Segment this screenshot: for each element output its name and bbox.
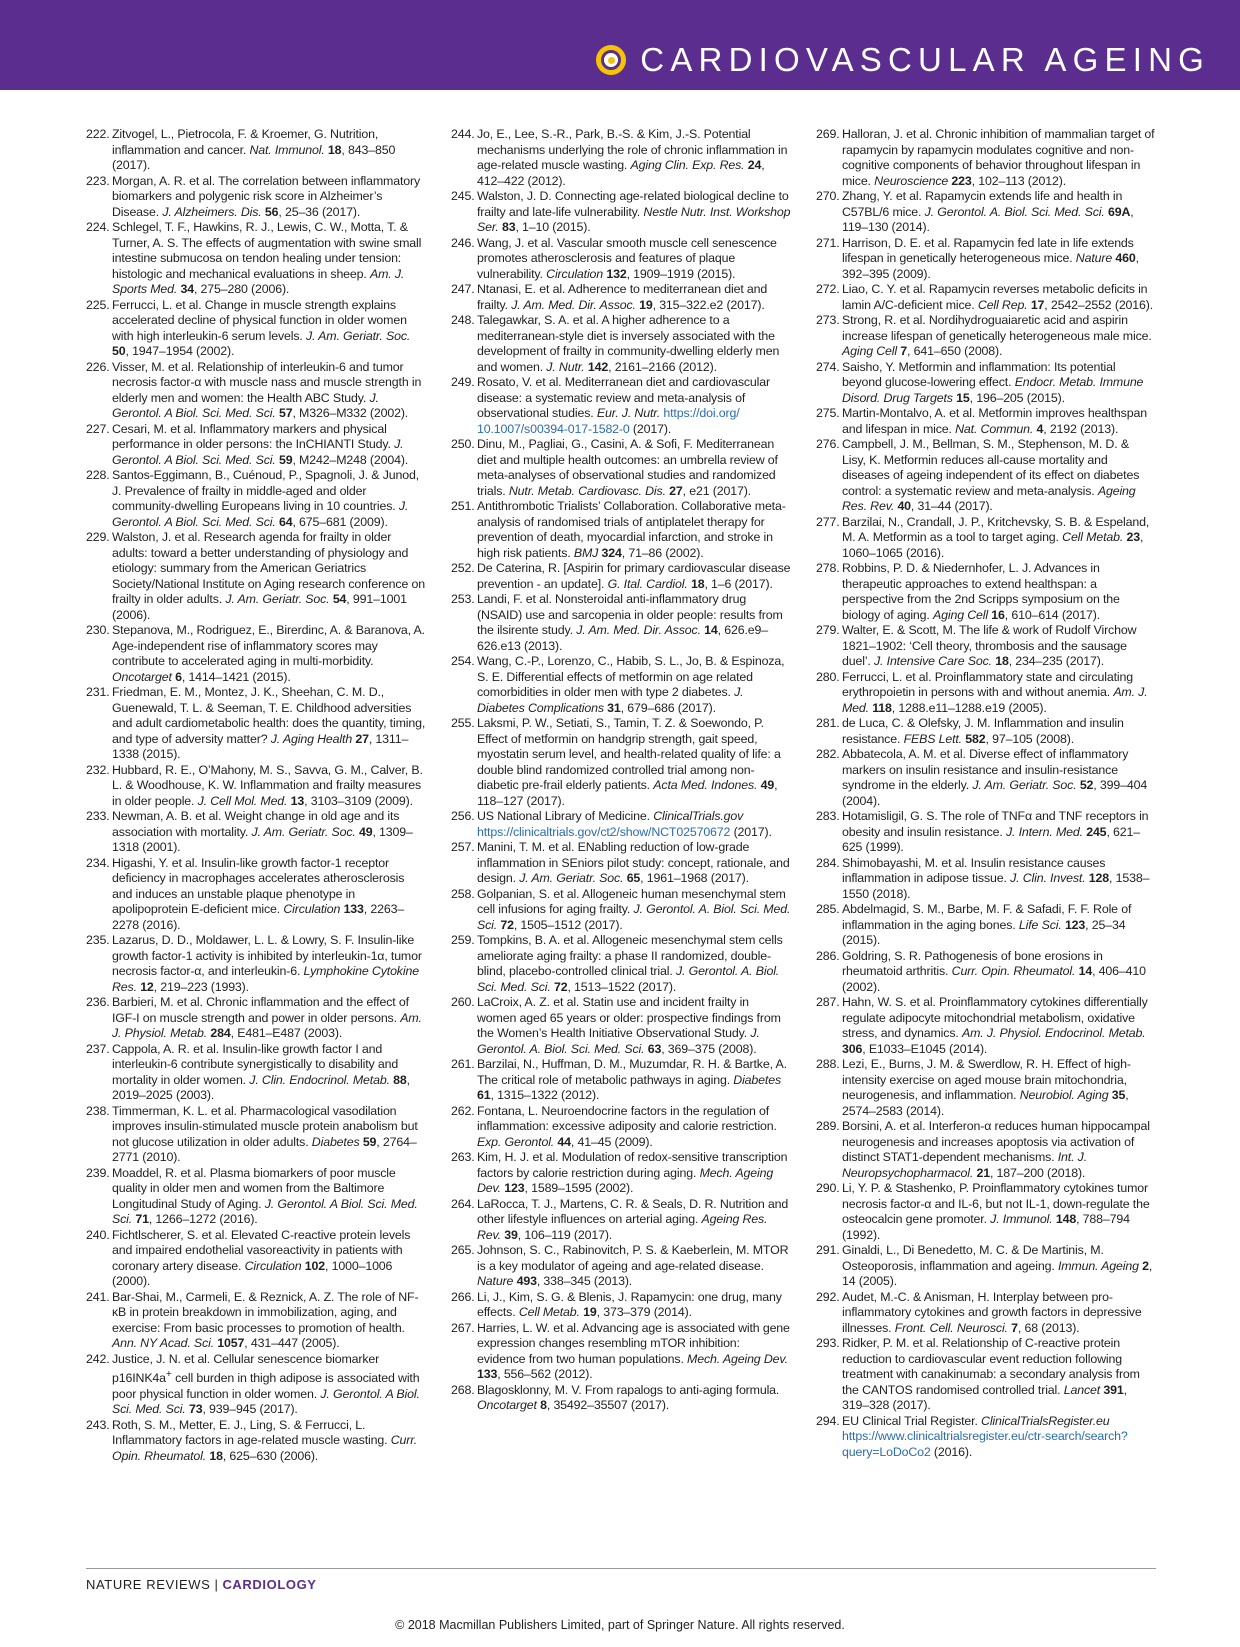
section-banner [0, 0, 1240, 90]
reference-number: 274. [816, 359, 840, 374]
reference-text: Li, Y. P. & Stashenko, P. Proinflammatory cytokines tumor necrosis factor-α and IL-6, but not IL-1, down-regulate the osteocalcin gene promoter. J. Immunol. 148, 788–794 (1992). [842, 1181, 1150, 1242]
reference-number: 239. [86, 1165, 110, 1180]
reference-text: Strong, R. et al. Nordihydroguaiaretic acid and aspirin increase lifespan of genetically heterogeneous male mice. Aging Cell 7, 641–650 (2008). [842, 313, 1152, 358]
reference-text: Visser, M. et al. Relationship of interleukin-6 and tumor necrosis factor-α with muscle nass and muscle strength in elderly men and women: the Health ABC Study. J. Gerontol. A Biol. Sci. Med. Sci. 57, M326–M332 (2002). [112, 359, 422, 420]
reference-item [451, 995, 791, 1057]
reference-item [86, 1166, 426, 1228]
reference-item [86, 360, 426, 422]
reference-item [451, 236, 791, 283]
reference-number: 252. [451, 561, 475, 575]
reference-text: Wang, C.-P., Lorenzo, C., Habib, S. L., Jo, B. & Espinoza, S. E. Differential effects of metformin on age related comorbidities in older men with type 2 diabetes. J. Diabetes Complications 31, 679–686 (2017). [477, 654, 785, 715]
reference-text: Golpanian, S. et al. Allogeneic human mesenchymal stem cell infusions for aging frailty. J. Gerontol. A. Biol. Sci. Med. Sci. 72, 1505–1512 (2017). [477, 886, 791, 932]
reference-text: LaCroix, A. Z. et al. Statin use and incident frailty in women aged 65 years or older: prospective findings from the Women’s Health Initiative Observational Study. J. Gerontol. A. Biol. Sci. Med. Sci. 63, 369–375 (2008). [477, 995, 781, 1056]
reference-number: 288. [816, 1057, 840, 1071]
reference-item [86, 623, 426, 685]
reference-item [816, 856, 1156, 903]
reference-number: 270. [816, 189, 840, 203]
reference-number: 236. [86, 995, 110, 1009]
reference-number: 263. [451, 1150, 475, 1164]
reference-item [451, 809, 791, 840]
reference-item [816, 1181, 1156, 1243]
reference-item [451, 1150, 791, 1197]
reference-number: 247. [451, 282, 475, 296]
reference-number: 294. [816, 1413, 840, 1428]
reference-text: Lazarus, D. D., Moldawer, L. L. & Lowry, S. F. Insulin-like growth factor-1 activity is inhibited by interleukin-1α, tumor necrosis factor-α, and interleukin-6. Lymphokine Cytokine Res. 12, 219–223 (1993). [112, 933, 422, 994]
reference-number: 272. [816, 282, 840, 296]
reference-number: 284. [816, 855, 840, 870]
reference-number: 226. [86, 359, 110, 374]
reference-text: Borsini, A. et al. Interferon-α reduces human hippocampal neurogenesis and increases apoptosis via activation of distinct STAT1-dependent mechanisms. Int. J. Neuropsychopharmacol. 21, 187–200 (2018). [842, 1119, 1150, 1180]
reference-text: Schlegel, T. F., Hawkins, R. J., Lewis, C. W., Motta, T. & Turner, A. S. The effects of augmentation with swine small intestine submucosa on tendon healing under tension: histologic and mechanical evaluations in sheep. Am. J. Sports Med. 34, 275–280 (2006). [112, 220, 422, 296]
reference-number: 242. [86, 1351, 110, 1366]
reference-text: Ridker, P. M. et al. Relationship of C-reactive protein reduction to cardiovascular event reduction following treatment with canakinumab: a secondary analysis from the CANTOS randomised controlled trial. Lancet 391, 319–328 (2017). [842, 1336, 1140, 1412]
reference-text: Cappola, A. R. et al. Insulin-like growth factor I and interleukin-6 contribute synergistically to disability and mortality in older women. J. Clin. Endocrinol. Metab. 88, 2019–2025 (2003). [112, 1041, 410, 1102]
reference-number: 241. [86, 1289, 110, 1304]
reference-item [86, 995, 426, 1042]
reference-text: Roth, S. M., Metter, E. J., Ling, S. & Ferrucci, L. Inflammatory factors in age-related muscle wasting. Curr. Opin. Rheumatol. 18, 625–630 (2006). [112, 1417, 418, 1463]
reference-item [86, 422, 426, 469]
reference-text: Abbatecola, A. M. et al. Diverse effect of inflammatory markers on insulin resistance and insulin-resistance syndrome in the elderly. J. Am. Geriatr. Soc. 52, 399–404 (2004). [842, 747, 1148, 808]
reference-text: Fontana, L. Neuroendocrine factors in the regulation of inflammation: excessive adiposity and calorie restriction. Exp. Gerontol. 44, 41–45 (2009). [477, 1103, 777, 1149]
reference-number: 280. [816, 669, 840, 684]
reference-number: 259. [451, 933, 475, 947]
reference-text: Santos-Eggimann, B., Cuénoud, P., Spagnoli, J. & Junod, J. Prevalence of frailty in middle-aged and older community-dwelling Europeans living in 10 countries. J. Gerontol. A Biol. Sci. Med. Sci. 64, 675–681 (2009). [112, 468, 419, 529]
reference-number: 229. [86, 530, 110, 544]
reference-text: Laksmi, P. W., Setiati, S., Tamin, T. Z. & Soewondo, P. Effect of metformin on handgrip strength, gait speed, myostatin serum level, and health-related quality of life: a double blind randomized controlled trial among non-diabetic pre-frail elderly patients. Acta Med. Indones. 49, 118–127 (2017). [477, 716, 781, 808]
reference-number: 246. [451, 235, 475, 250]
reference-item [816, 189, 1156, 236]
reference-number: 267. [451, 1320, 475, 1335]
reference-number: 289. [816, 1119, 840, 1133]
reference-number: 262. [451, 1103, 475, 1118]
reference-item [451, 437, 791, 499]
reference-item [451, 127, 791, 189]
reference-item [86, 220, 426, 298]
reference-text: Wang, J. et al. Vascular smooth muscle cell senescence promotes atherosclerosis and features of plaque vulnerability. Circulation 132, 1909–1919 (2015). [477, 235, 777, 281]
reference-number: 240. [86, 1227, 110, 1242]
reference-text: Barzilai, N., Huffman, D. M., Muzumdar, R. H. & Bartke, A. The critical role of metabolic pathways in aging. Diabetes 61, 1315–1322 (2012). [477, 1057, 787, 1102]
reference-item [816, 716, 1156, 747]
reference-item [816, 1336, 1156, 1414]
reference-number: 282. [816, 747, 840, 761]
reference-url-link[interactable]: https://doi.org/ 10.1007/s00394-017-1582-0 [477, 406, 740, 436]
reference-number: 276. [816, 437, 840, 451]
reference-text: Rosato, V. et al. Mediterranean diet and cardiovascular disease: a systematic review and meta-analysis of observational studies. Eur. J. Nutr. https://doi.org/ 10.1007/s00394-017-1582-0 (2017). [477, 375, 770, 436]
reference-text: Kim, H. J. et al. Modulation of redox-sensitive transcription factors by calorie restriction during aging. Mech. Ageing Dev. 123, 1589–1595 (2002). [477, 1150, 788, 1195]
reference-text: Abdelmagid, S. M., Barbe, M. F. & Safadi, F. F. Role of inflammation in the aging bones. Life Sci. 123, 25–34 (2015). [842, 902, 1132, 947]
reference-number: 269. [816, 127, 840, 141]
reference-number: 256. [451, 809, 475, 823]
journal-name: NATURE REVIEWS [86, 1577, 211, 1592]
reference-text: Ferrucci, L. et al. Change in muscle strength explains accelerated decline of physical function in older women with high interleukin-6 serum levels. J. Am. Geriatr. Soc. 50, 1947–1954 (2002). [112, 297, 411, 358]
reference-text: Lezi, E., Burns, J. M. & Swerdlow, R. H. Effect of high-intensity exercise on aged mouse brain mitochondria, neurogenesis, and inflammation. Neurobiol. Aging 35, 2574–2583 (2014). [842, 1057, 1131, 1118]
reference-item [816, 1290, 1156, 1337]
reference-item [86, 298, 426, 360]
reference-text: Landi, F. et al. Nonsteroidal anti-inflammatory drug (NSAID) use and sarcopenia in older people: results from the ilsirente study. J. Am. Med. Dir. Assoc. 14, 626.e9–626.e13 (2013). [477, 592, 783, 653]
reference-item [86, 763, 426, 810]
reference-item [86, 530, 426, 623]
reference-text: Morgan, A. R. et al. The correlation between inflammatory biomarkers and polygenic risk score in Alzheimer’s Disease. J. Alzheimers. Dis. 56, 25–36 (2017). [112, 173, 421, 219]
reference-number: 233. [86, 809, 110, 823]
reference-item [86, 1290, 426, 1352]
reference-item [816, 747, 1156, 809]
reference-item [816, 1057, 1156, 1119]
reference-text: De Caterina, R. [Aspirin for primary cardiovascular disease prevention - an update]. G. Ital. Cardiol. 18, 1–6 (2017). [477, 561, 791, 591]
reference-item [451, 1383, 791, 1414]
journal-footer [86, 1577, 317, 1593]
reference-item [816, 561, 1156, 623]
reference-item [451, 282, 791, 313]
reference-text: Timmerman, K. L. et al. Pharmacological vasodilation improves insulin-stimulated muscle protein anabolism but not glucose utilization in older adults. Diabetes 59, 2764–2771 (2010). [112, 1103, 418, 1164]
reference-item [816, 949, 1156, 996]
reference-item [816, 623, 1156, 670]
reference-item [816, 515, 1156, 562]
reference-text: Ginaldi, L., Di Benedetto, M. C. & De Martinis, M. Osteoporosis, inflammation and ageing. Immun. Ageing 2, 14 (2005). [842, 1243, 1153, 1288]
reference-text: Shimobayashi, M. et al. Insulin resistance causes inflammation in adipose tissue. J. Clin. Invest. 128, 1538–1550 (2018). [842, 855, 1150, 901]
reference-text: Hubbard, R. E., O’Mahony, M. S., Savva, G. M., Calver, B. L. & Woodhouse, K. W. Inflammation and frailty measures in older people. J. Cell Mol. Med. 13, 3103–3109 (2009). [112, 762, 423, 808]
reference-item [451, 1243, 791, 1290]
reference-number: 265. [451, 1243, 475, 1257]
footer-divider [86, 1568, 1156, 1569]
reference-item [816, 1414, 1156, 1461]
reference-item [451, 1057, 791, 1104]
reference-text: US National Library of Medicine. ClinicalTrials.gov https://clinicaltrials.gov/ct2/show/NCT02570672 (2017). [477, 809, 772, 839]
reference-text: Dinu, M., Pagliai, G., Casini, A. & Sofi, F. Mediterranean diet and multiple health outcomes: an umbrella review of meta-analyses of observational studies and randomized trials. Nutr. Metab. Cardiovasc. Dis. 27, e21 (2017). [477, 437, 778, 498]
reference-item [86, 1042, 426, 1104]
reference-item [86, 1352, 426, 1418]
reference-number: 225. [86, 297, 110, 312]
reference-number: 237. [86, 1041, 110, 1056]
reference-number: 228. [86, 468, 110, 482]
reference-text: Harrison, D. E. et al. Rapamycin fed late in life extends lifespan in genetically heterogeneous mice. Nature 460, 392–395 (2009). [842, 235, 1139, 281]
reference-number: 255. [451, 716, 475, 730]
reference-item [451, 654, 791, 716]
reference-item [816, 282, 1156, 313]
reference-item [816, 406, 1156, 437]
reference-text: Blagosklonny, M. V. From rapalogs to anti-aging formula. Oncotarget 8, 35492–35507 (2017). [477, 1382, 780, 1412]
reference-number: 266. [451, 1289, 475, 1304]
reference-text: Ferrucci, L. et al. Proinflammatory state and circulating erythropoietin in persons with and without anemia. Am. J. Med. 118, 1288.e11–1288.e19 (2005). [842, 669, 1148, 715]
reference-text: Fichtlscherer, S. et al. Elevated C-reactive protein levels and impaired endothelial vasoreactivity in patients with coronary artery disease. Circulation 102, 1000–1006 (2000). [112, 1227, 411, 1288]
reference-item [816, 1243, 1156, 1290]
reference-item [451, 933, 791, 995]
reference-number: 232. [86, 762, 110, 777]
reference-number: 222. [86, 127, 110, 141]
reference-text: Higashi, Y. et al. Insulin-like growth factor-1 receptor deficiency in macrophages accelerates atherosclerosis and induces an unstable plaque phenotype in apolipoprotein E-deficient mice. Circulation 133, 2263–2278 (2016). [112, 855, 405, 932]
reference-text: Walston, J. et al. Research agenda for frailty in older adults: toward a better understanding of physiology and etiology: summary from the American Geriatrics Society/National Institute on Aging research conference on frailty in older adults. J. Am. Geriatr. Soc. 54, 991–1001 (2006). [112, 530, 425, 622]
reference-text: Tompkins, B. A. et al. Allogeneic mesenchymal stem cells ameliorate aging frailty: a phase II randomized, double-blind, placebo-controlled clinical trial. J. Gerontol. A. Biol. Sci. Med. Sci. 72, 1513–1522 (2017). [477, 933, 783, 994]
reference-number: 279. [816, 623, 840, 637]
reference-item [86, 856, 426, 934]
reference-item [86, 685, 426, 763]
reference-number: 278. [816, 561, 840, 575]
reference-number: 275. [816, 406, 840, 420]
footer-separator: | [214, 1577, 219, 1592]
reference-text: EU Clinical Trial Register. ClinicalTrialsRegister.eu https://www.clinicaltrialsregister.eu/ctr-search/search? query=LoDoCo2 (2016). [842, 1413, 1128, 1459]
reference-item [816, 995, 1156, 1057]
journal-ring-icon [596, 45, 626, 75]
reference-text: Hotamisligil, G. S. The role of TNFα and TNF receptors in obesity and insulin resistance. J. Intern. Med. 245, 621–625 (1999). [842, 809, 1149, 854]
reference-column-2 [451, 127, 791, 1547]
reference-item [86, 127, 426, 174]
journal-section: CARDIOLOGY [222, 1577, 317, 1592]
reference-text: Friedman, E. M., Montez, J. K., Sheehan, C. M. D., Guenewald, T. L. & Seeman, T. E. Childhood adversities and adult cardiometabolic health: does the quantity, timing, and type of adversity matter? J. Aging Health 27, 1311–1338 (2015). [112, 685, 426, 761]
reference-url-link[interactable]: https://clinicaltrials.gov/ct2/show/NCT02570672 [477, 824, 731, 839]
reference-text: Zhang, Y. et al. Rapamycin extends life and health in C57BL/6 mice. J. Gerontol. A. Biol. Sci. Med. Sci. 69A, 119–130 (2014). [842, 189, 1134, 234]
reference-text: Antithrombotic Trialists’ Collaboration. Collaborative meta-analysis of randomised trials of antiplatelet therapy for prevention of death, myocardial infarction, and stroke in high risk patients. BMJ 324, 71–86 (2002). [477, 499, 786, 560]
reference-text: Robbins, P. D. & Niedernhofer, L. J. Advances in therapeutic approaches to extend healthspan: a perspective from the 2nd Scripps symposium on the biology of aging. Aging Cell 16, 610–614 (2017). [842, 561, 1120, 622]
reference-item [451, 375, 791, 437]
reference-text: Talegawkar, S. A. et al. A higher adherence to a mediterranean-style diet is inversely associated with the development of frailty in community-dwelling elderly men and women. J. Nutr. 142, 2161–2166 (2012). [477, 313, 780, 374]
reference-text: Martin-Montalvo, A. et al. Metformin improves healthspan and lifespan in mice. Nat. Commun. 4, 2192 (2013). [842, 406, 1147, 436]
reference-text: Walter, E. & Scott, M. The life & work of Rudolf Virchow 1821–1902: ‘Cell theory, thrombosis and the sausage duel’. J. Intensive Care Soc. 18, 234–235 (2017). [842, 623, 1137, 668]
reference-item [451, 887, 791, 934]
reference-number: 243. [86, 1417, 110, 1432]
reference-number: 286. [816, 948, 840, 963]
reference-number: 223. [86, 173, 110, 188]
reference-number: 258. [451, 886, 475, 901]
reference-item [86, 1104, 426, 1166]
reference-number: 291. [816, 1243, 840, 1257]
reference-number: 264. [451, 1196, 475, 1211]
reference-text: Harries, L. W. et al. Advancing age is associated with gene expression changes resembling mTOR inhibition: evidence from two human populations. Mech. Ageing Dev. 133, 556–562 (2012). [477, 1320, 790, 1381]
reference-columns [86, 127, 1156, 1547]
reference-number: 250. [451, 437, 475, 451]
reference-number: 287. [816, 995, 840, 1009]
reference-number: 277. [816, 514, 840, 529]
reference-item [451, 1290, 791, 1321]
reference-item [816, 236, 1156, 283]
reference-number: 257. [451, 840, 475, 854]
reference-item [816, 902, 1156, 949]
reference-text: Newman, A. B. et al. Weight change in old age and its association with mortality. J. Am. Geriatr. Soc. 49, 1309–1318 (2001). [112, 809, 413, 854]
reference-number: 238. [86, 1103, 110, 1118]
reference-item [451, 1104, 791, 1151]
reference-number: 281. [816, 716, 840, 730]
reference-number: 234. [86, 855, 110, 870]
reference-number: 268. [451, 1382, 475, 1397]
reference-item [816, 360, 1156, 407]
reference-item [86, 1418, 426, 1465]
reference-text: Manini, T. M. et al. ENabling reduction of low-grade inflammation in SEniors pilot study: concept, rationale, and design. J. Am. Geriatr. Soc. 65, 1961–1968 (2017). [477, 840, 790, 885]
reference-item [816, 809, 1156, 856]
reference-column-1 [86, 127, 426, 1547]
reference-item [451, 592, 791, 654]
reference-number: 235. [86, 933, 110, 947]
reference-number: 293. [816, 1336, 840, 1350]
reference-item [816, 313, 1156, 360]
reference-text: Campbell, J. M., Bellman, S. M., Stephenson, M. D. & Lisy, K. Metformin reduces all-cause mortality and diseases of ageing independent of its effect on diabetes control: a systematic review and meta-analysis. Ageing Res. Rev. 40, 31–44 (2017). [842, 437, 1140, 513]
reference-text: Cesari, M. et al. Inflammatory markers and physical performance in older persons: the InCHIANTI Study. J. Gerontol. A Biol. Sci. Med. Sci. 59, M242–M248 (2004). [112, 421, 409, 467]
reference-item [86, 1228, 426, 1290]
reference-text: de Luca, C. & Olefsky, J. M. Inflammation and insulin resistance. FEBS Lett. 582, 97–105 (2008). [842, 716, 1124, 746]
reference-url-link[interactable]: https://www.clinicaltrialsregister.eu/ctr-search/search? query=LoDoCo2 [842, 1429, 1128, 1459]
reference-number: 283. [816, 809, 840, 823]
reference-number: 249. [451, 375, 475, 389]
reference-item [451, 716, 791, 809]
journal-ring-icon-inner [601, 50, 621, 70]
reference-number: 224. [86, 220, 110, 234]
reference-item [451, 499, 791, 561]
reference-text: Johnson, S. C., Rabinovitch, P. S. & Kaeberlein, M. MTOR is a key modulator of ageing and age-related disease. Nature 493, 338–345 (2013). [477, 1243, 789, 1288]
reference-text: Hahn, W. S. et al. Proinflammatory cytokines differentially regulate adipocyte mitochondrial metabolism, oxidative stress, and dynamics. Am. J. Physiol. Endocrinol. Metab. 306, E1033–E1045 (2014). [842, 995, 1148, 1056]
reference-item [451, 1321, 791, 1383]
reference-item [451, 189, 791, 236]
reference-number: 260. [451, 995, 475, 1009]
section-title: CARDIOVASCULAR AGEING [640, 41, 1210, 78]
reference-text: Bar-Shai, M., Carmeli, E. & Reznick, A. Z. The role of NF-κB in protein breakdown in immobilization, aging, and exercise: From basic processes to promotion of health. Ann. NY Acad. Sci. 1057, 431–447 (2005). [112, 1289, 419, 1350]
reference-number: 285. [816, 902, 840, 916]
reference-number: 254. [451, 654, 475, 668]
reference-number: 230. [86, 623, 110, 637]
reference-number: 248. [451, 313, 475, 327]
reference-text: Zitvogel, L., Pietrocola, F. & Kroemer, G. Nutrition, inflammation and cancer. Nat. Immunol. 18, 843–850 (2017). [112, 127, 396, 172]
reference-number: 251. [451, 499, 475, 513]
reference-item [816, 1119, 1156, 1181]
reference-text: Saisho, Y. Metformin and inflammation: Its potential beyond glucose-lowering effect. Endocr. Metab. Immune Disord. Drug Targets 15, 196–205 (2015). [842, 359, 1144, 405]
reference-item [816, 127, 1156, 189]
reference-text: Audet, M.-C. & Anisman, H. Interplay between pro-inflammatory cytokines and growth factors in depressive illnesses. Front. Cell. Neurosci. 7, 68 (2013). [842, 1289, 1142, 1335]
journal-ring-icon-dot [608, 57, 615, 64]
reference-text: Barzilai, N., Crandall, J. P., Kritchevsky, S. B. & Espeland, M. A. Metformin as a tool to target aging. Cell Metab. 23, 1060–1065 (2016). [842, 514, 1150, 560]
reference-item [86, 174, 426, 221]
reference-item [816, 437, 1156, 515]
reference-item [451, 561, 791, 592]
reference-item [451, 313, 791, 375]
copyright-notice: © 2018 Macmillan Publishers Limited, part of Springer Nature. All rights reserved. [395, 1618, 845, 1632]
reference-number: 227. [86, 421, 110, 436]
reference-text: Barbieri, M. et al. Chronic inflammation and the effect of IGF-I on muscle strength and power in older persons. Am. J. Physiol. Metab. 284, E481–E487 (2003). [112, 995, 422, 1040]
reference-item [86, 468, 426, 530]
reference-text: LaRocca, T. J., Martens, C. R. & Seals, D. R. Nutrition and other lifestyle influences on arterial aging. Ageing Res. Rev. 39, 106–119 (2017). [477, 1196, 789, 1242]
reference-item [451, 1197, 791, 1244]
reference-text: Stepanova, M., Rodriguez, E., Birerdinc, A. & Baranova, A. Age-independent rise of inflammatory scores may contribute to accelerated aging in multi-morbidity. Oncotarget 6, 1414–1421 (2015). [112, 623, 425, 684]
reference-text: Goldring, S. R. Pathogenesis of bone erosions in rheumatoid arthritis. Curr. Opin. Rheumatol. 14, 406–410 (2002). [842, 948, 1146, 994]
reference-item [451, 840, 791, 887]
reference-item [816, 670, 1156, 717]
reference-text: Liao, C. Y. et al. Rapamycin reverses metabolic deficits in lamin A/C-deficient mice. Cell Rep. 17, 2542–2552 (2016). [842, 282, 1154, 312]
reference-text: Li, J., Kim, S. G. & Blenis, J. Rapamycin: one drug, many effects. Cell Metab. 19, 373–379 (2014). [477, 1289, 782, 1319]
reference-number: 261. [451, 1057, 475, 1071]
reference-text: Halloran, J. et al. Chronic inhibition of mammalian target of rapamycin by rapamycin modulates cognitive and non-cognitive components of behavior throughout lifespan in mice. Neuroscience 223, 102–113 (2012). [842, 127, 1155, 188]
reference-number: 271. [816, 235, 840, 250]
reference-number: 290. [816, 1181, 840, 1195]
reference-number: 245. [451, 189, 475, 203]
reference-column-3 [816, 127, 1156, 1547]
reference-number: 292. [816, 1289, 840, 1304]
reference-text: Ntanasi, E. et al. Adherence to mediterranean diet and frailty. J. Am. Med. Dir. Assoc. 19, 315–322.e2 (2017). [477, 282, 768, 312]
reference-text: Justice, J. N. et al. Cellular senescence biomarker p16INK4a+ cell burden in thigh adipose is associated with poor physical function in older women. J. Gerontol. A Biol. Sci. Med. Sci. 73, 939–945 (2017). [112, 1351, 420, 1417]
reference-text: Jo, E., Lee, S.-R., Park, B.-S. & Kim, J.-S. Potential mechanisms underlying the role of chronic inflammation in age-related muscle wasting. Aging Clin. Exp. Res. 24, 412–422 (2012). [477, 127, 788, 188]
reference-number: 244. [451, 127, 475, 141]
banner-content [596, 42, 1210, 78]
reference-item [86, 809, 426, 856]
reference-number: 253. [451, 592, 475, 606]
reference-number: 231. [86, 685, 110, 699]
reference-text: Moaddel, R. et al. Plasma biomarkers of poor muscle quality in older men and women from the Baltimore Longitudinal Study of Aging. J. Gerontol. A Biol. Sci. Med. Sci. 71, 1266–1272 (2016). [112, 1165, 418, 1226]
reference-text: Walston, J. D. Connecting age-related biological decline to frailty and late-life vulnerability. Nestle Nutr. Inst. Workshop Ser. 83, 1–10 (2015). [477, 189, 791, 234]
reference-number: 273. [816, 313, 840, 327]
reference-item [86, 933, 426, 995]
